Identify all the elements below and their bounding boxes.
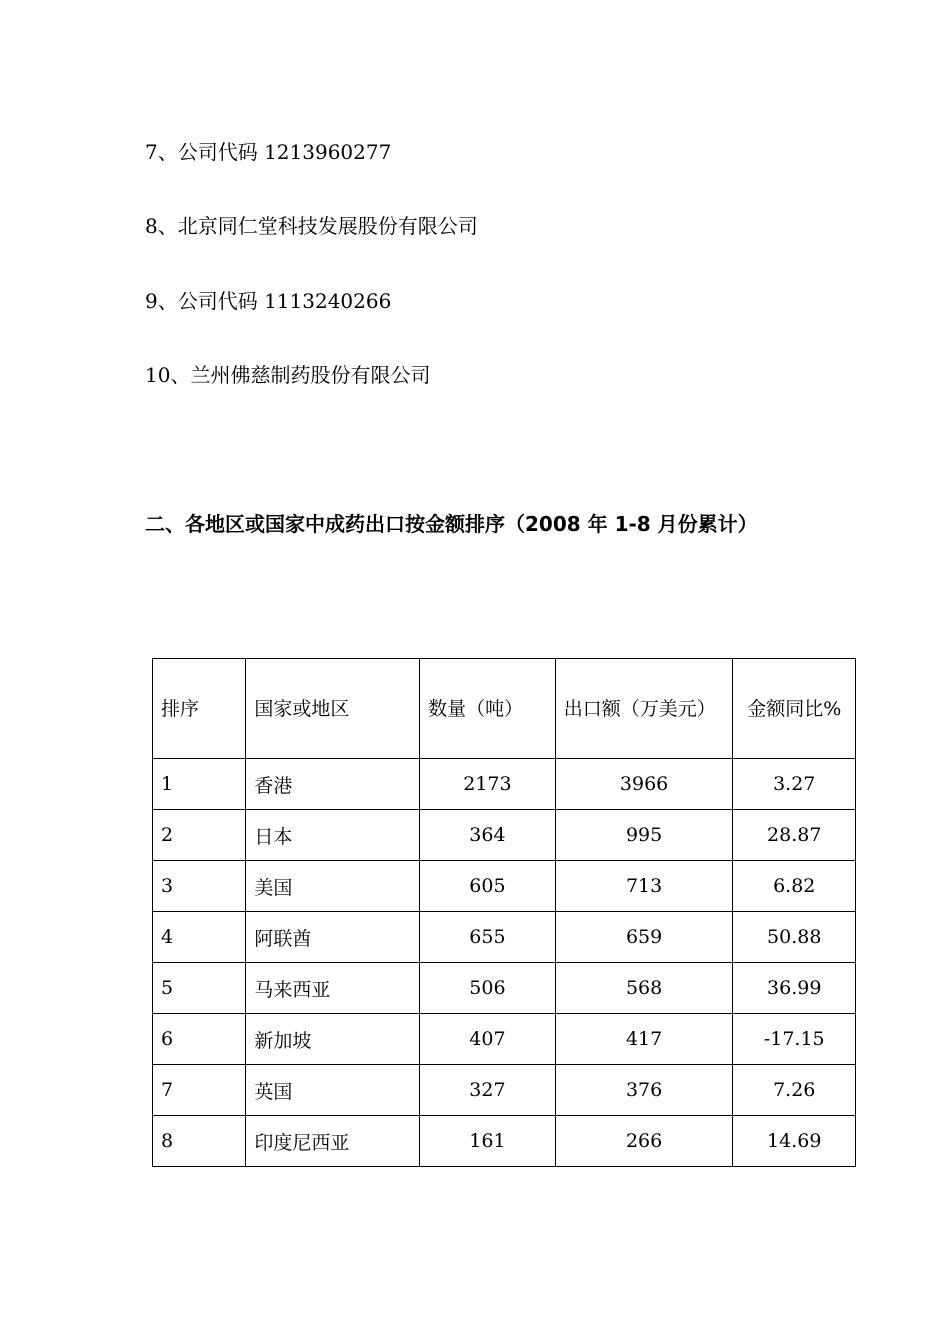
cell-export-value: 417 bbox=[555, 1014, 733, 1065]
cell-rank: 8 bbox=[153, 1116, 246, 1167]
table-row bbox=[153, 810, 856, 861]
cell-country: 马来西亚 bbox=[246, 963, 420, 1014]
cell-country: 新加坡 bbox=[246, 1014, 420, 1065]
cell-rank: 6 bbox=[153, 1014, 246, 1065]
cell-rank: 2 bbox=[153, 810, 246, 861]
cell-rank: 4 bbox=[153, 912, 246, 963]
cell-rank: 1 bbox=[153, 759, 246, 810]
cell-export-value: 376 bbox=[555, 1065, 733, 1116]
list-item-10: 10、兰州佛慈制药股份有限公司 bbox=[145, 363, 431, 387]
cell-quantity: 407 bbox=[420, 1014, 556, 1065]
header-country: 国家或地区 bbox=[246, 659, 420, 759]
cell-quantity: 161 bbox=[420, 1116, 556, 1167]
cell-quantity: 327 bbox=[420, 1065, 556, 1116]
cell-export-value: 659 bbox=[555, 912, 733, 963]
cell-yoy-change: 7.26 bbox=[733, 1065, 856, 1116]
export-ranking-table bbox=[152, 658, 856, 1167]
cell-rank: 5 bbox=[153, 963, 246, 1014]
cell-quantity: 2173 bbox=[420, 759, 556, 810]
table-row bbox=[153, 912, 856, 963]
cell-rank: 3 bbox=[153, 861, 246, 912]
list-item-8: 8、北京同仁堂科技发展股份有限公司 bbox=[145, 214, 478, 238]
cell-quantity: 364 bbox=[420, 810, 556, 861]
cell-country: 日本 bbox=[246, 810, 420, 861]
cell-yoy-change: 36.99 bbox=[733, 963, 856, 1014]
cell-export-value: 713 bbox=[555, 861, 733, 912]
table-header-row bbox=[153, 659, 856, 759]
cell-country: 英国 bbox=[246, 1065, 420, 1116]
cell-yoy-change: 28.87 bbox=[733, 810, 856, 861]
cell-yoy-change: -17.15 bbox=[733, 1014, 856, 1065]
header-export-value: 出口额（万美元） bbox=[555, 659, 733, 759]
table-row bbox=[153, 861, 856, 912]
table-row bbox=[153, 1116, 856, 1167]
table-row bbox=[153, 1014, 856, 1065]
cell-yoy-change: 14.69 bbox=[733, 1116, 856, 1167]
table-row bbox=[153, 759, 856, 810]
cell-export-value: 3966 bbox=[555, 759, 733, 810]
header-yoy-change: 金额同比% bbox=[733, 659, 856, 759]
table-row bbox=[153, 1065, 856, 1116]
cell-export-value: 568 bbox=[555, 963, 733, 1014]
cell-quantity: 506 bbox=[420, 963, 556, 1014]
cell-country: 阿联酋 bbox=[246, 912, 420, 963]
cell-quantity: 605 bbox=[420, 861, 556, 912]
header-rank: 排序 bbox=[153, 659, 246, 759]
cell-country: 美国 bbox=[246, 861, 420, 912]
cell-quantity: 655 bbox=[420, 912, 556, 963]
list-item-9: 9、公司代码 1113240266 bbox=[145, 289, 392, 313]
cell-yoy-change: 50.88 bbox=[733, 912, 856, 963]
cell-yoy-change: 3.27 bbox=[733, 759, 856, 810]
cell-country: 印度尼西亚 bbox=[246, 1116, 420, 1167]
cell-rank: 7 bbox=[153, 1065, 246, 1116]
cell-yoy-change: 6.82 bbox=[733, 861, 856, 912]
section-heading: 二、各地区或国家中成药出口按金额排序（2008 年 1-8 月份累计） bbox=[145, 512, 758, 536]
header-quantity: 数量（吨） bbox=[420, 659, 556, 759]
list-item-7: 7、公司代码 1213960277 bbox=[145, 140, 392, 164]
cell-export-value: 266 bbox=[555, 1116, 733, 1167]
cell-country: 香港 bbox=[246, 759, 420, 810]
table-row bbox=[153, 963, 856, 1014]
cell-export-value: 995 bbox=[555, 810, 733, 861]
